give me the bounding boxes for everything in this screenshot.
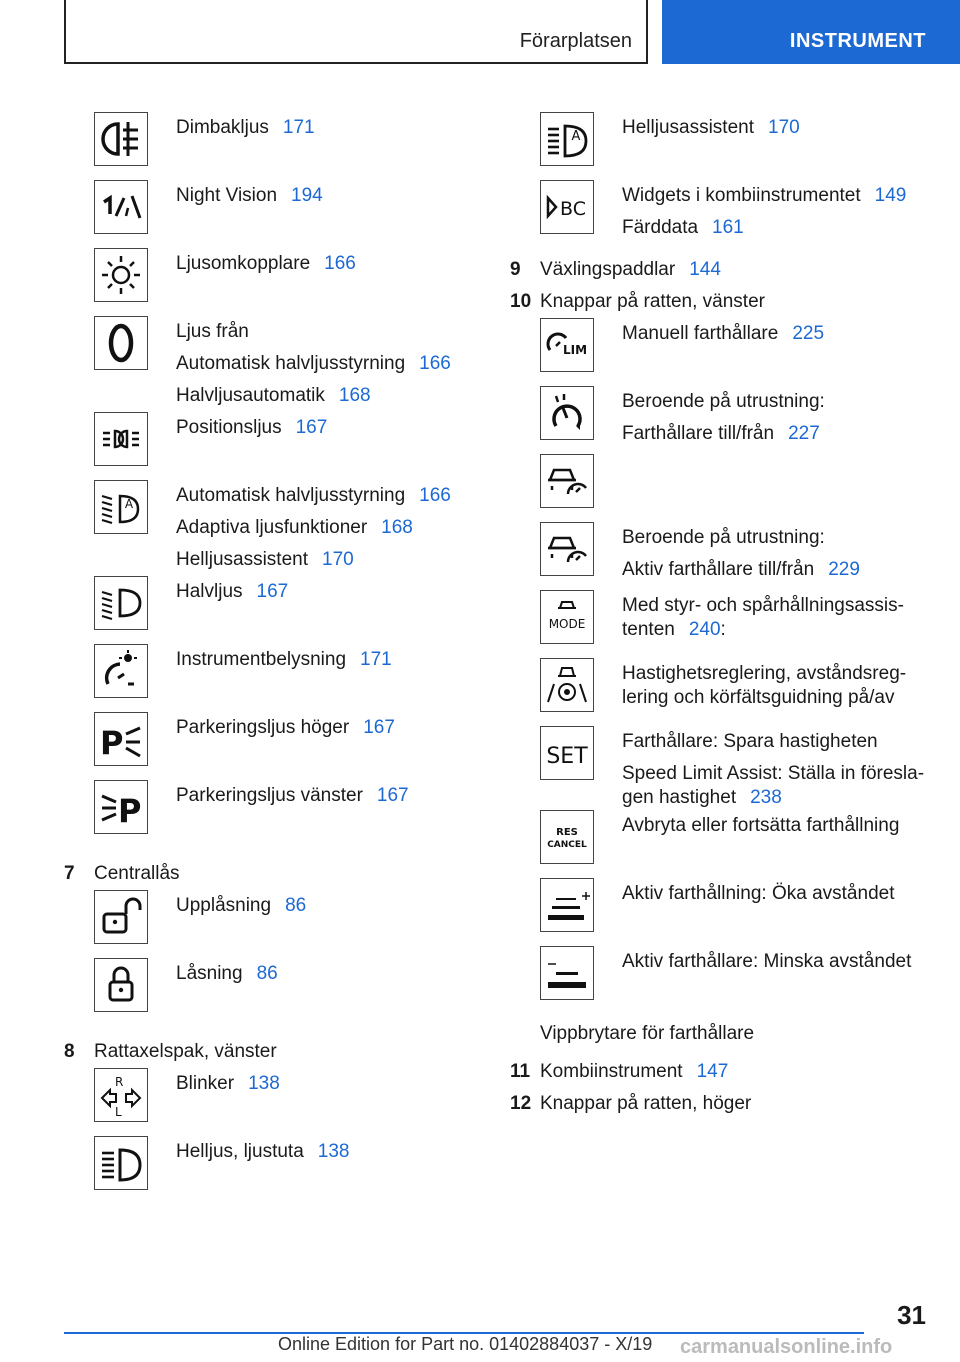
item-line	[176, 576, 484, 608]
item-line	[176, 348, 484, 380]
icon-frame	[540, 454, 594, 508]
item-label: Manuell farthållare	[622, 323, 779, 344]
item-line	[622, 726, 950, 758]
res-label: RES	[556, 827, 578, 838]
res-cancel-icon	[544, 814, 590, 860]
item-label: Låsning	[176, 963, 243, 984]
section-number: 12	[510, 1093, 532, 1114]
section-title-text: Rattaxelspak, vänster	[94, 1041, 277, 1062]
icon-frame	[94, 644, 148, 698]
icon-frame	[94, 180, 148, 234]
header-chapter-tab[interactable]	[662, 0, 960, 64]
page-reference-link[interactable]: 167	[295, 417, 328, 438]
icon-frame	[94, 412, 148, 466]
footer-edition-text: Online Edition for Part no. 01402884037 - X/19	[278, 1334, 653, 1354]
item-label: Parkeringsljus höger	[176, 717, 350, 738]
legend-item	[510, 180, 950, 248]
item-line	[176, 480, 484, 512]
active-cruise-icon-2	[544, 526, 590, 572]
icon-frame	[94, 1136, 148, 1190]
item-label: Helljus, ljustuta	[176, 1141, 304, 1162]
parking-light-right-icon	[98, 716, 144, 762]
icon-frame	[94, 576, 148, 630]
legend-item	[64, 112, 484, 180]
lights-off-icon	[98, 320, 144, 366]
item-label: Aktiv farthållare till/från	[622, 559, 815, 580]
lane-guidance-icon	[544, 662, 590, 708]
page-reference-link[interactable]: 171	[282, 117, 315, 138]
svg-text:A: A	[571, 129, 581, 144]
item-line	[622, 658, 950, 710]
item-line	[622, 212, 950, 244]
legend-item	[510, 318, 950, 386]
svg-text:P: P	[100, 724, 124, 762]
page-reference-link[interactable]: 138	[248, 1073, 280, 1094]
icon-frame	[94, 712, 148, 766]
parking-light-left-icon	[98, 784, 144, 830]
item-label: Instrumentbelysning	[176, 649, 347, 670]
item-label: Speed Limit Assist: Ställa in föresla-gen hastighet	[622, 763, 925, 808]
section-title-text: Knappar på ratten, vänster	[540, 291, 765, 312]
page-reference-link[interactable]: 227	[788, 423, 820, 444]
item-line	[622, 946, 950, 978]
item-label: Adaptiva ljusfunktioner	[176, 517, 368, 538]
stalk-items-list	[64, 1068, 484, 1204]
section-title-text: Växlingspaddlar 144	[540, 259, 721, 280]
item-line	[176, 1136, 484, 1168]
page-number: 31	[897, 1300, 926, 1330]
page-reference-link[interactable]: 147	[696, 1061, 729, 1082]
item-suffix: :	[720, 619, 726, 640]
item-label: Avbryta eller fortsätta farthållning	[622, 815, 900, 836]
item-line	[176, 890, 484, 922]
icon-frame	[540, 810, 594, 864]
icon-frame	[540, 658, 594, 712]
icon-frame	[94, 1068, 148, 1122]
icon-frame	[540, 590, 594, 644]
section-number: 10	[510, 291, 532, 312]
legend-item	[510, 590, 950, 658]
item-label: Aktiv farthållare: Minska avståndet	[622, 951, 912, 972]
signal-r-label: R	[115, 1075, 124, 1089]
high-beam-assist-icon	[544, 116, 590, 162]
section-title-text: Kombiinstrument 147	[540, 1061, 729, 1082]
light-items-list	[64, 112, 484, 848]
unlock-icon	[98, 894, 144, 940]
page-reference-link[interactable]: 166	[419, 353, 451, 374]
page-reference-link[interactable]: 167	[363, 717, 395, 738]
position-lights-icon	[98, 416, 144, 462]
distance-decrease-icon	[544, 950, 590, 996]
item-label: Positionsljus	[176, 417, 282, 438]
item-label: Med styr- och spårhållningsassis-tenten	[622, 595, 904, 640]
legend-item	[510, 386, 950, 454]
turn-signal-icon	[98, 1072, 144, 1118]
item-line	[176, 544, 484, 576]
item-line	[176, 248, 484, 280]
item-label: Blinker	[176, 1073, 235, 1094]
item-line	[176, 112, 484, 144]
item-label: Helljusassistent	[622, 117, 754, 138]
section-number: 9	[510, 259, 521, 280]
section-11-heading	[510, 1056, 950, 1088]
item-label: Automatisk halvljusstyrning	[176, 485, 406, 506]
legend-item	[64, 576, 484, 644]
lim-label: LIM	[563, 343, 588, 357]
active-cruise-icon	[544, 458, 590, 504]
item-label: Ljusomkopplare	[176, 253, 311, 274]
set-label: SET	[546, 744, 588, 769]
item-line	[622, 522, 950, 554]
legend-item	[64, 480, 484, 576]
item-line	[622, 878, 950, 910]
page-reference-link[interactable]: 240	[688, 619, 721, 640]
item-line	[622, 318, 950, 350]
page-reference-link[interactable]: 166	[419, 485, 451, 506]
page-reference-link[interactable]: 170	[768, 117, 800, 138]
page-reference-link[interactable]: 167	[376, 785, 409, 806]
cancel-label: CANCEL	[547, 840, 587, 850]
item-line	[622, 418, 950, 450]
item-label: Hastighetsreglering, avståndsreg-lering och körfältsguidning på/av	[622, 663, 907, 708]
section-title: Förarplatsen	[519, 30, 632, 52]
icon-frame	[540, 878, 594, 932]
item-label: Halvljus	[176, 581, 243, 602]
legend-item	[64, 644, 484, 712]
icon-frame	[94, 316, 148, 370]
mode-button-icon	[544, 594, 590, 640]
item-line	[176, 644, 484, 676]
chapter-title: INSTRUMENT	[789, 30, 926, 52]
icon-frame	[94, 780, 148, 834]
section-12-heading	[510, 1088, 950, 1120]
item-label: Farthållare: Spara hastigheten	[622, 731, 878, 752]
page-reference-link[interactable]: 225	[792, 323, 825, 344]
icon-frame	[540, 726, 594, 780]
svg-text:P: P	[118, 792, 142, 830]
item-label: Färddata	[622, 217, 699, 238]
section-7-heading	[64, 858, 484, 890]
item-line	[176, 412, 484, 444]
icon-frame	[94, 890, 148, 944]
watermark-text: carmanualsonline.info	[680, 1336, 893, 1358]
light-switch-icon	[98, 252, 144, 298]
instrument-lighting-icon	[98, 648, 144, 694]
item-line	[176, 958, 484, 990]
legend-item	[510, 522, 950, 590]
section-9-heading	[510, 254, 950, 286]
page-reference-link[interactable]: 238	[750, 787, 782, 808]
legend-item	[64, 180, 484, 248]
wheel-items-list	[510, 318, 950, 1014]
legend-item	[64, 316, 484, 412]
page-reference-link[interactable]: 229	[828, 559, 860, 580]
signal-l-label: L	[115, 1105, 122, 1118]
item-line	[622, 386, 950, 418]
distance-increase-icon	[544, 882, 590, 928]
rear-fog-light-icon	[98, 116, 144, 162]
item-label: Beroende på utrustning:	[622, 391, 825, 412]
legend-item	[510, 726, 950, 810]
icon-frame	[540, 386, 594, 440]
item-line	[622, 758, 950, 810]
page-reference-link[interactable]: 86	[256, 963, 278, 984]
top-items-list	[510, 112, 950, 248]
item-label: Helljusassistent	[176, 549, 308, 570]
icon-frame	[94, 480, 148, 534]
lock-icon	[98, 962, 144, 1008]
rocker-switch-text: Vippbrytare för farthållare	[540, 1023, 755, 1044]
item-line	[176, 512, 484, 544]
legend-item	[64, 1136, 484, 1204]
item-label: Widgets i kombiinstrumentet	[622, 185, 861, 206]
item-label: Aktiv farthållning: Öka avståndet	[622, 883, 895, 904]
legend-item	[510, 658, 950, 726]
speed-limiter-icon	[544, 322, 590, 368]
item-label: Farthållare till/från	[622, 423, 775, 444]
legend-item	[64, 248, 484, 316]
page-reference-link[interactable]: 149	[874, 185, 907, 206]
legend-item	[64, 958, 484, 1026]
item-line	[176, 712, 484, 744]
section-number: 11	[510, 1061, 531, 1082]
item-label: Ljus från	[176, 321, 249, 342]
left-column	[64, 112, 484, 1204]
icon-frame	[540, 112, 594, 166]
item-line	[176, 316, 484, 348]
set-button-icon	[544, 730, 590, 776]
section-number: 8	[64, 1041, 75, 1062]
item-line	[176, 380, 484, 412]
item-line	[176, 780, 484, 812]
item-label: Halvljusautomatik	[176, 385, 325, 406]
legend-item	[510, 878, 950, 946]
item-line	[622, 180, 950, 212]
section-title-text: Centrallås	[94, 863, 180, 884]
svg-text:A: A	[124, 497, 134, 511]
mode-label: MODE	[548, 617, 586, 631]
item-label: Parkeringsljus vänster	[176, 785, 363, 806]
item-label: Dimbakljus	[176, 117, 269, 138]
icon-frame	[540, 946, 594, 1000]
page-reference-link[interactable]: 167	[256, 581, 289, 602]
item-label: Beroende på utrustning:	[622, 527, 825, 548]
legend-item	[64, 1068, 484, 1136]
section-10-heading	[510, 286, 950, 318]
legend-item	[510, 112, 950, 180]
item-line	[622, 112, 950, 144]
night-vision-icon	[98, 184, 144, 230]
section-title-text: Knappar på ratten, höger	[540, 1093, 752, 1114]
high-beam-icon	[98, 1140, 144, 1186]
section-number: 7	[64, 863, 75, 884]
icon-frame	[94, 248, 148, 302]
item-line	[622, 590, 950, 642]
icon-frame	[540, 180, 594, 234]
right-column	[510, 112, 950, 1120]
legend-item	[510, 810, 950, 878]
page-reference-link[interactable]: 168	[338, 385, 371, 406]
page-reference-link[interactable]: 144	[689, 259, 721, 280]
page-reference-link[interactable]: 161	[712, 217, 744, 238]
item-line	[622, 554, 950, 586]
auto-headlight-icon	[98, 484, 144, 530]
item-label: Upplåsning	[176, 895, 272, 916]
page-reference-link[interactable]: 138	[317, 1141, 350, 1162]
item-label: Night Vision	[176, 185, 278, 206]
bc-label: BC	[560, 198, 586, 220]
icon-frame	[94, 958, 148, 1012]
lock-items-list	[64, 890, 484, 1026]
legend-item	[64, 890, 484, 958]
legend-item	[64, 780, 484, 848]
icon-frame	[94, 112, 148, 166]
legend-item	[510, 454, 950, 522]
bc-button-icon	[544, 184, 590, 230]
legend-item	[510, 946, 950, 1014]
page-reference-link[interactable]: 171	[360, 649, 392, 670]
low-beam-icon	[98, 580, 144, 626]
page-reference-link[interactable]: 170	[322, 549, 354, 570]
icon-frame	[540, 318, 594, 372]
legend-item	[64, 412, 484, 480]
page-reference-link[interactable]: 194	[291, 185, 323, 206]
section-8-heading	[64, 1036, 484, 1068]
item-line	[622, 810, 950, 842]
legend-item	[64, 712, 484, 780]
cruise-control-icon	[544, 390, 590, 436]
icon-frame	[540, 522, 594, 576]
page-reference-link[interactable]: 86	[285, 895, 307, 916]
header-section-box	[64, 0, 648, 64]
item-label: Automatisk halvljusstyrning	[176, 353, 406, 374]
item-line	[176, 1068, 484, 1100]
page-reference-link[interactable]: 166	[324, 253, 356, 274]
page-reference-link[interactable]: 168	[381, 517, 413, 538]
item-line	[176, 180, 484, 212]
